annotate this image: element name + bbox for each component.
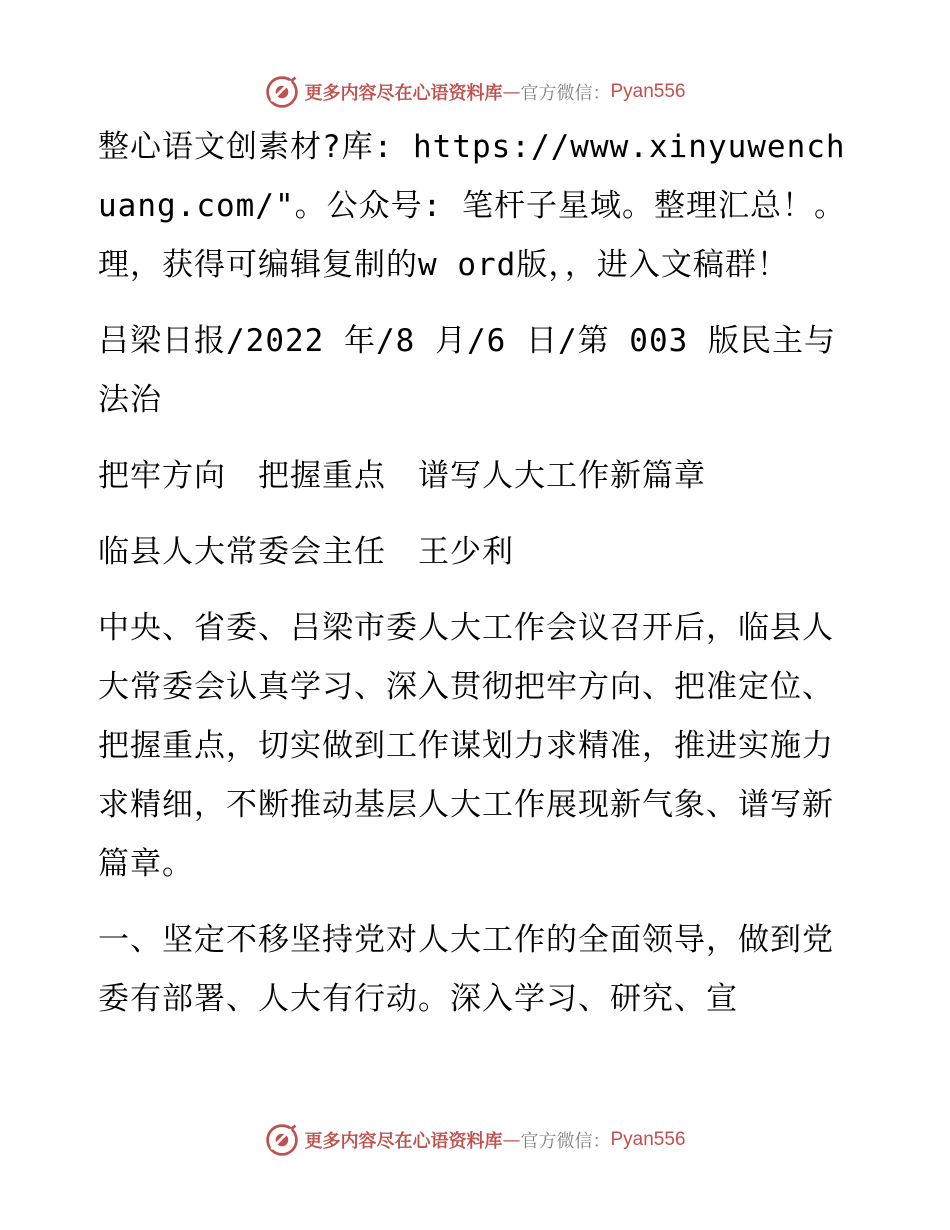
- intro-paragraph: 整心语文创素材?库: https://www.xinyuwenchuang.com/"。公众号: 笔杆子星域。整理汇总！。理，获得可编辑复制的w ord版，，进入文稿群！: [98, 129, 846, 283]
- banner-title: 更多内容尽在心语资料库: [304, 1131, 503, 1152]
- footer-watermark: [0, 1120, 950, 1160]
- banner-wechat-label: 官方微信：: [520, 1131, 611, 1152]
- section-one-paragraph: 一、坚定不移坚持党对人大工作的全面领导，做到党委有部署、人大有行动。深入学习、研究、宣: [98, 922, 834, 1017]
- banner-wechat-label: 官方微信：: [520, 83, 611, 104]
- banner-wechat-id: Pyan556: [610, 1129, 686, 1150]
- author-line: 临县人大常委会主任 王少利: [98, 534, 514, 570]
- source-line: 吕梁日报/2022 年/8 月/6 日/第 003 版民主与法治: [98, 323, 836, 418]
- header-watermark: [0, 72, 950, 112]
- library-logo-icon: [264, 74, 300, 110]
- body-paragraph: 中央、省委、吕梁市委人大工作会议召开后，临县人大常委会认真学习、深入贯彻把牢方向、把准定位、把握重点，切实做到工作谋划力求精准，推进实施力求精细，不断推动基层人大工作展现新气象、谱写新篇章。: [98, 610, 834, 882]
- document-body: [98, 118, 858, 1046]
- banner-dash: —: [502, 81, 521, 103]
- banner-dash: —: [502, 1129, 521, 1151]
- banner-title: 更多内容尽在心语资料库: [304, 83, 503, 104]
- banner-wechat-id: Pyan556: [610, 81, 686, 102]
- library-logo-icon: [264, 1122, 300, 1158]
- article-title: 把牢方向 把握重点 谱写人大工作新篇章: [98, 458, 706, 494]
